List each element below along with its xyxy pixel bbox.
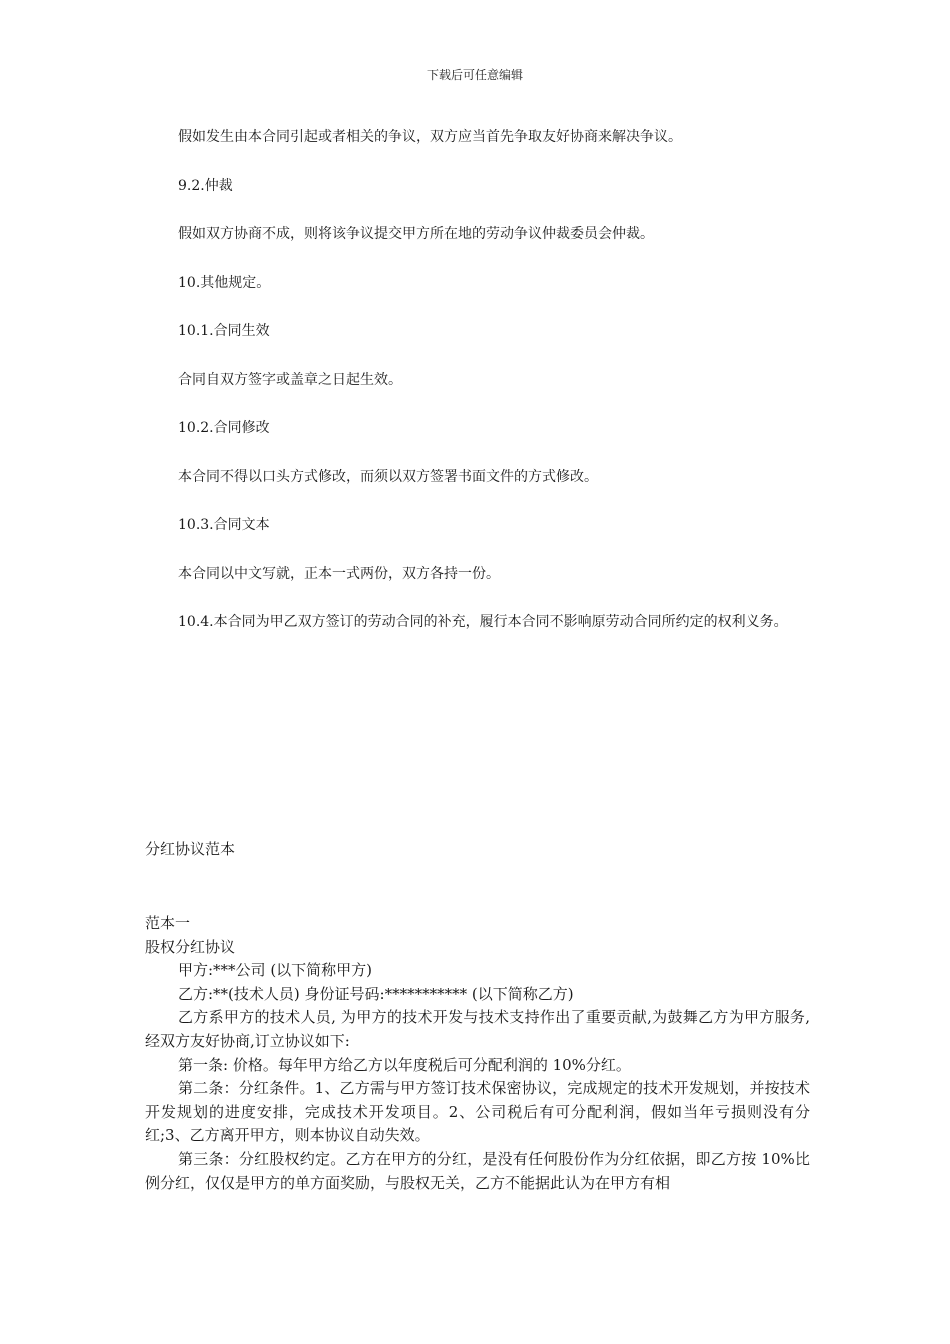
clause-heading: 10.其他规定。: [178, 274, 271, 291]
dividend-agreement: [145, 912, 810, 1195]
clause-heading: 10.2.合同修改: [178, 420, 270, 436]
clause-paragraph: 本合同以中文写就，正本一式两份，双方各持一份。: [178, 565, 500, 582]
article-1: 第一条: 价格。每年甲方给乙方以年度税后可分配利润的 10%分红。: [178, 1055, 631, 1074]
article-3: 第三条：分红股权约定。乙方在甲方的分红，是没有任何股份作为分红依据，即乙方按 10%比例分红，仅仅是甲方的单方面奖励，与股权无关，乙方不能据此认为在甲方有相: [145, 1149, 810, 1192]
party-a: 甲方:***公司 (以下简称甲方): [178, 961, 373, 980]
clause-paragraph: 10.4.本合同为甲乙双方签订的劳动合同的补充，履行本合同不影响原劳动合同所约定的权利义务。: [178, 614, 788, 630]
party-b: 乙方:**(技术人员) 身份证号码:*********** (以下简称乙方): [178, 984, 574, 1003]
clause-paragraph: 合同自双方签字或盖章之日起生效。: [178, 371, 402, 388]
sample-label: 范本一: [145, 914, 191, 932]
clause-heading: 10.3.合同文本: [178, 517, 270, 533]
article-2: 第二条：分红条件。1、乙方需与甲方签订技术保密协议，完成规定的技术开发规划，并按技术开发规划的进度安排，完成技术开发项目。2、公司税后有可分配利润，假如当年亏损则没有分红;3、乙方离开甲方，则本协议自动失效。: [145, 1079, 810, 1145]
clause-heading: 10.1.合同生效: [178, 323, 270, 339]
clause-paragraph: 假如发生由本合同引起或者相关的争议，双方应当首先争取友好协商来解决争议。: [178, 129, 682, 145]
agreement-title: 股权分红协议: [145, 937, 236, 956]
agreement-intro: 乙方系甲方的技术人员, 为甲方的技术开发与技术支持作出了重要贡献,为鼓舞乙方为甲方服务,经双方友好协商,订立协议如下:: [145, 1008, 810, 1050]
clause-paragraph: 本合同不得以口头方式修改，而须以双方签署书面文件的方式修改。: [178, 468, 598, 485]
clause-paragraph: 假如双方协商不成，则将该争议提交甲方所在地的劳动争议仲裁委员会仲裁。: [178, 226, 654, 242]
document-title: 分红协议范本: [145, 840, 236, 858]
clause-heading: 9.2.仲裁: [178, 177, 233, 194]
contract-clauses: [145, 127, 810, 661]
page-header: 下载后可任意编辑: [426, 68, 523, 82]
